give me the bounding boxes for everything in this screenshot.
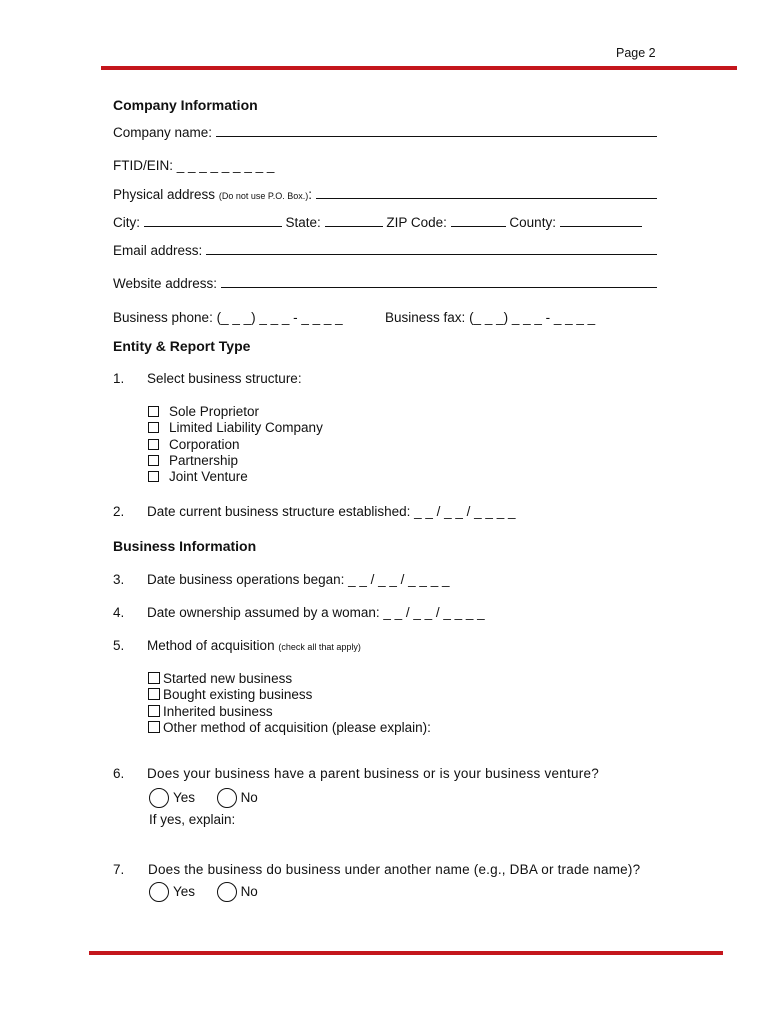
company-info-heading: Company Information [113,97,258,113]
structure-option[interactable] [148,420,323,436]
option-label: Inherited business [163,703,273,719]
website-row [113,276,657,291]
q6-explain-label: If yes, explain: [149,812,236,827]
q2-text[interactable]: Date current business structure established: _ _ / _ _ / _ _ _ _ [147,504,516,519]
radio-icon[interactable] [149,882,169,902]
q1-text: Select business structure: [147,371,302,386]
company-name-field[interactable] [216,125,657,137]
q3-number: 3. [113,572,125,587]
address-note: (Do not use P.O. Box.) [218,191,309,201]
acquisition-options [148,671,431,736]
entity-heading: Entity & Report Type [113,338,251,354]
option-label: Sole Proprietor [169,404,260,419]
structure-options [148,404,323,485]
q2-number: 2. [113,504,125,519]
structure-option[interactable] [148,404,323,420]
company-name-label: Company name: [113,125,213,140]
business-phone-field[interactable]: (_ _ _) _ _ _ - _ _ _ _ [216,310,343,325]
checkbox-icon[interactable] [148,422,159,433]
checkbox-icon[interactable] [148,672,160,684]
acquisition-option[interactable] [148,704,431,720]
q4-number: 4. [113,605,125,620]
physical-address-field[interactable] [316,187,657,199]
q7-radio-group [149,882,258,902]
option-label: Partnership [169,452,239,468]
website-field[interactable] [221,276,657,288]
q5-note: (check all that apply) [278,642,361,652]
checkbox-icon[interactable] [148,688,160,700]
email-field[interactable] [206,243,657,255]
q3-text[interactable]: Date business operations began: _ _ / _ _ / _ _ _ _ [147,572,450,587]
county-label: County: [509,215,556,230]
q5-text: Method of acquisition [147,638,275,653]
q6-radio-group [149,788,258,808]
structure-option[interactable] [148,453,323,469]
q6-number: 6. [113,766,125,781]
page-number: Page 2 [616,46,656,60]
county-field[interactable] [560,215,642,227]
option-label: Other method of acquisition (please explain): [163,719,431,735]
option-label: Joint Venture [169,469,248,485]
q7-no-label: No [240,884,258,899]
structure-option[interactable] [148,469,323,485]
city-label: City: [113,215,140,230]
q4-text[interactable]: Date ownership assumed by a woman: _ _ / _ _ / _ _ _ _ [147,605,485,620]
address-colon: : [308,187,312,202]
state-field[interactable] [325,215,383,227]
physical-address-label: Physical address [113,187,216,202]
website-label: Website address: [113,276,218,291]
ftid-label: FTID/EIN: [113,158,173,173]
checkbox-icon[interactable] [148,455,159,466]
email-row [113,243,657,258]
acquisition-option[interactable] [148,671,431,687]
q7-yes-option[interactable] [149,884,195,899]
q6-no-option[interactable] [217,790,258,805]
company-name-row [113,125,657,140]
q7-number: 7. [113,862,125,877]
ftid-field[interactable]: _ _ _ _ _ _ _ _ _ [176,158,275,173]
radio-icon[interactable] [217,788,237,808]
q5-number: 5. [113,638,125,653]
email-label: Email address: [113,243,203,258]
radio-icon[interactable] [217,882,237,902]
header-rule [101,66,737,70]
option-label: Started new business [163,671,293,686]
radio-icon[interactable] [149,788,169,808]
business-fax-field[interactable]: (_ _ _) _ _ _ - _ _ _ _ [469,310,596,325]
checkbox-icon[interactable] [148,406,159,417]
business-fax-label: Business fax: [385,310,466,325]
business-fax-row [385,310,595,325]
option-label: Corporation [169,436,240,452]
q6-yes-option[interactable] [149,790,195,805]
checkbox-icon[interactable] [148,721,160,733]
city-field[interactable] [144,215,282,227]
physical-address-row [113,187,657,202]
footer-rule [89,951,723,955]
structure-option[interactable] [148,437,323,453]
ftid-row [113,158,274,173]
option-label: Bought existing business [163,687,313,703]
q7-yes-label: Yes [173,884,196,899]
checkbox-icon[interactable] [148,705,160,717]
q7-no-option[interactable] [217,884,258,899]
option-label: Limited Liability Company [169,420,323,436]
q6-no-label: No [240,790,258,805]
q1-number: 1. [113,371,125,386]
business-phone-label: Business phone: [113,310,213,325]
zip-field[interactable] [451,215,506,227]
q6-yes-label: Yes [173,790,196,805]
q7-text: Does the business do business under another name (e.g., DBA or trade name)? [148,862,641,877]
business-phone-row [113,310,343,325]
checkbox-icon[interactable] [148,471,159,482]
acquisition-option[interactable] [148,720,431,736]
checkbox-icon[interactable] [148,439,159,450]
acquisition-option[interactable] [148,687,431,703]
city-state-row [113,215,642,230]
zip-label: ZIP Code: [386,215,447,230]
q6-text: Does your business have a parent business or is your business venture? [147,766,599,781]
state-label: State: [285,215,321,230]
business-info-heading: Business Information [113,538,257,554]
q5-text-row [147,638,361,653]
